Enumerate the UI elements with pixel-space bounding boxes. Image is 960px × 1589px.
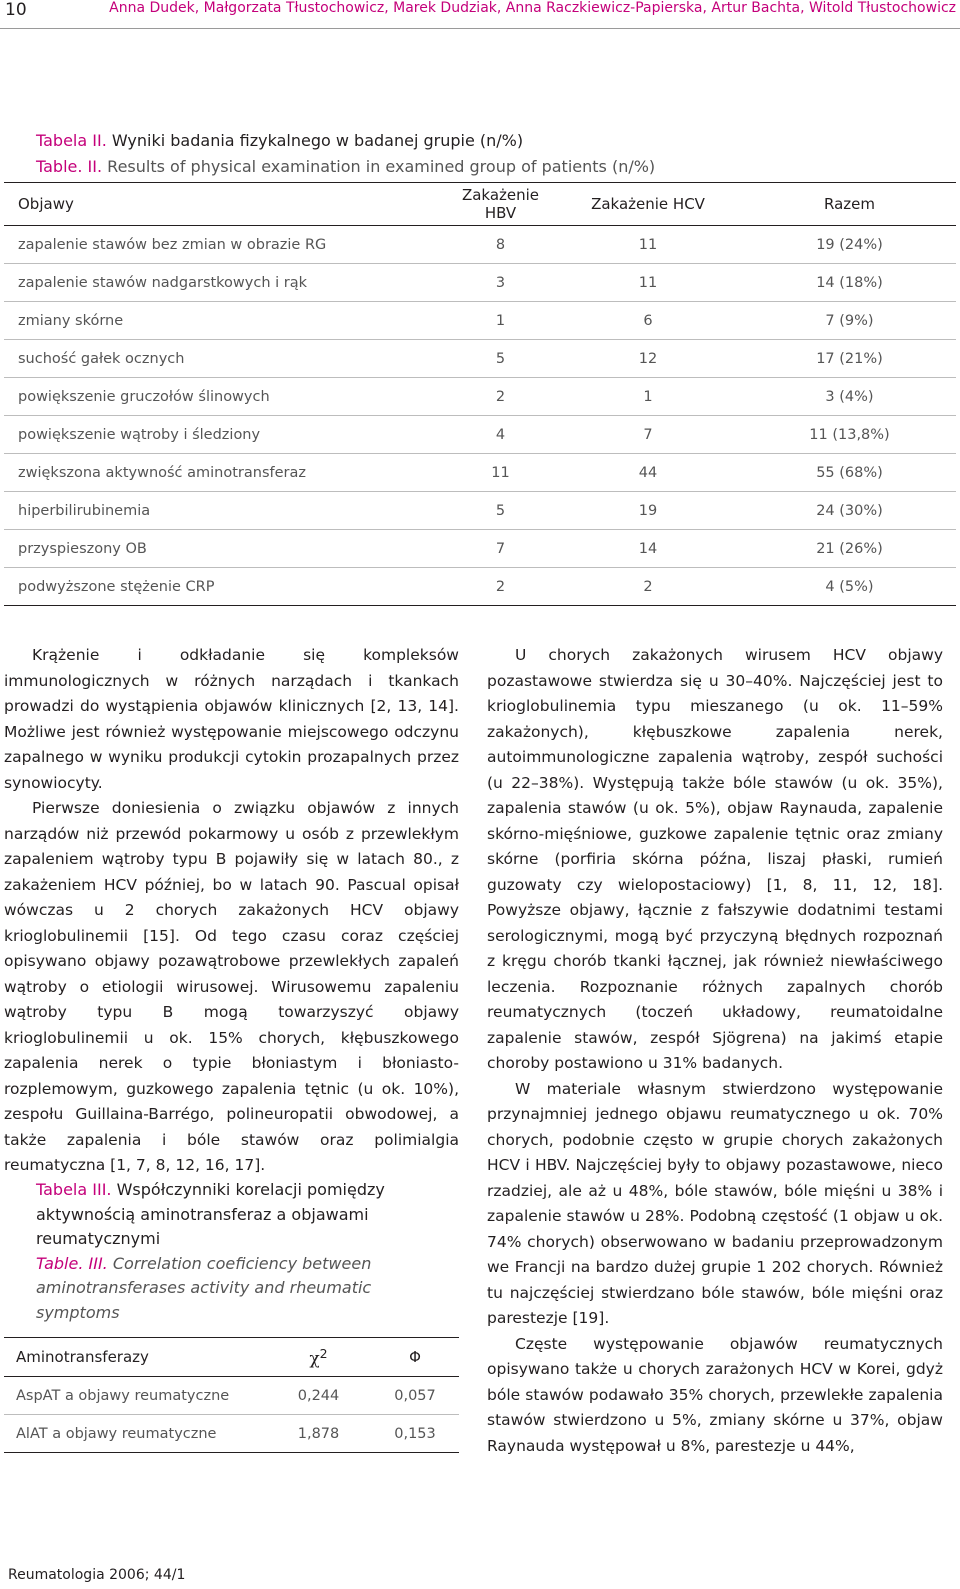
cell-pair: AlAT a objawy reumatyczne xyxy=(4,1415,266,1453)
table3-caption xyxy=(36,1178,428,1325)
cell-hcv: 1 xyxy=(553,378,743,416)
right-column-text xyxy=(487,643,943,1459)
journal-footer: Reumatologia 2006; 44/1 xyxy=(8,1567,186,1583)
cell-symptom: zmiany skórne xyxy=(4,302,448,340)
paragraph: Częste występowanie objawów reumatycznych opisywano także u chorych zarażonych HCV w Korei, gdyż bóle stawów podawało 35% chorych, przewlekłe zapalenia stawów stwierdzono u 5%, zmiany skórne u 37%, objaw Raynauda występował u 8%, parestezje u 44%, xyxy=(487,1334,943,1455)
table2-caption-en xyxy=(36,154,655,180)
cell-hbv: 2 xyxy=(448,568,553,606)
paragraph: Pierwsze doniesienia o związku objawów z innych narządów niż przewód pokarmowy u osób z przewlekłym zapaleniem wątroby typu B pojawiły się w latach 80., z zakażeniem HCV później, bo w latach 90. Pascual opisał wówczas u 2 chorych zakażonych HCV objawy krioglobulinemii [15]. Od tego czasu coraz częściej opisywano objawy pozawątrobowe przewlekłych zapaleń wątroby o etiologii wirusowej. Wirusowemu zapaleniu wątroby typu B mogą towarzyszyć objawy krioglobulinemii u ok. 15% chorych, kłębuszkowego zapalenia nerek o typie błoniastym i błoniasto-rozplemowym, guzkowego zapalenia tętnic (u ok. 10%), zespołu Guillaina-Barrégo, polineuropatii obwodowej, a także zapalenia i bóle stawów oraz polimialgia reumatyczna [1, 7, 8, 12, 16, 17]. xyxy=(4,799,459,1174)
col-header-total: Razem xyxy=(743,183,956,226)
col-header-hcv: Zakażenie HCV xyxy=(553,183,743,226)
table3-caption-pl xyxy=(36,1178,428,1252)
col-header-phi: Φ xyxy=(371,1338,459,1377)
header-divider xyxy=(0,28,960,29)
cell-hcv: 2 xyxy=(553,568,743,606)
cell-total: 4 (5%) xyxy=(743,568,956,606)
cell-total: 11 (13,8%) xyxy=(743,416,956,454)
table3-label-pl: Tabela III. xyxy=(36,1180,112,1199)
table-row xyxy=(4,1415,459,1453)
col-header-aminotransferases: Aminotransferazy xyxy=(4,1338,266,1377)
table2-title-pl: Wyniki badania fizykalnego w badanej grupie (n/%) xyxy=(106,131,524,150)
cell-hcv: 14 xyxy=(553,530,743,568)
cell-total: 17 (21%) xyxy=(743,340,956,378)
cell-hbv: 11 xyxy=(448,454,553,492)
cell-hcv: 19 xyxy=(553,492,743,530)
table-row xyxy=(4,264,956,302)
paragraph: W materiale własnym stwierdzono występowanie przynajmniej jednego objawu reumatycznego u ok. 70% chorych, podobnie często w grupie chorych zakażonych HCV i HBV. Najczęściej były to objawy pozastawowe, nieco rzadziej, ale aż u 48%, bóle stawów, bóle mięśni u 38% i zapalenie stawów u 28%. Podobną częstość (1 objaw u ok. 74% chorych) obserwowano w badaniu przeprowadzonym we Francji na bardzo dużej grupie 1 202 chorych. Również tu najczęściej stwierdzano bóle stawów, bóle mięśni oraz parestezje [19]. xyxy=(487,1079,943,1327)
table3-label-en: Table. III. xyxy=(36,1253,108,1273)
cell-symptom: zapalenie stawów bez zmian w obrazie RG xyxy=(4,226,448,264)
table-row xyxy=(4,1377,459,1415)
cell-total: 3 (4%) xyxy=(743,378,956,416)
cell-hbv: 5 xyxy=(448,492,553,530)
cell-symptom: powiększenie gruczołów ślinowych xyxy=(4,378,448,416)
col-header-hbv: Zakażenie HBV xyxy=(448,183,553,226)
cell-hbv: 7 xyxy=(448,530,553,568)
cell-symptom: zwiększona aktywność aminotransferaz xyxy=(4,454,448,492)
paragraph: U chorych zakażonych wirusem HCV objawy pozastawowe stwierdza się u 30–40%. Najczęściej jest to krioglobulinemia typu mieszanego (u ok. 11–59% zakażonych), kłębuszkowe zapalenia nerek, autoimmunologiczne zapalenia wątroby, zespół suchości (u 22–38%). Występują także bóle stawów (u ok. 35%), zapalenia stawów (u ok. 5%), objaw Raynauda, zapalenie skórno-mięśniowe, guzkowe zapalenie tętnic oraz zmiany skórne (porfiria skórna późna, liszaj płaski, rumień guzowaty czy wielopostaciowy) [1, 8, 11, 12, 18]. Powyższe objawy, łącznie z fałszywie dodatnimi testami serologicznymi, mogą być przyczyną błędnych rozpoznań z kręgu chorób tkanki łącznej, jak również niewłaściwego leczenia. Rozpoznanie różnych zapalnych chorób reumatycznych (toczeń układowy, reumatoidalne zapalenie stawów, zespół Sjögrena) na jakimś etapie choroby postawiono u 31% badanych. xyxy=(487,646,943,1072)
table-row xyxy=(4,530,956,568)
cell-symptom: hiperbilirubinemia xyxy=(4,492,448,530)
cell-hcv: 11 xyxy=(553,226,743,264)
table-row xyxy=(4,340,956,378)
left-column-text xyxy=(4,643,459,1179)
cell-hbv: 8 xyxy=(448,226,553,264)
table2-label-pl: Tabela II. xyxy=(36,131,107,150)
table2-label-en: Table. II. xyxy=(36,157,103,176)
cell-hcv: 12 xyxy=(553,340,743,378)
cell-total: 14 (18%) xyxy=(743,264,956,302)
cell-symptom: przyspieszony OB xyxy=(4,530,448,568)
table3-caption-en xyxy=(36,1252,428,1326)
cell-pair: AspAT a objawy reumatyczne xyxy=(4,1377,266,1415)
physical-exam-table xyxy=(4,182,956,606)
authors-line: Anna Dudek, Małgorzata Tłustochowicz, Marek Dudziak, Anna Raczkiewicz-Papierska, Artur Bachta, Witold Tłustochowicz xyxy=(109,0,956,16)
cell-total: 21 (26%) xyxy=(743,530,956,568)
cell-hcv: 6 xyxy=(553,302,743,340)
table2-caption xyxy=(36,128,655,180)
cell-hbv: 3 xyxy=(448,264,553,302)
table-row xyxy=(4,568,956,606)
cell-phi: 0,153 xyxy=(371,1415,459,1453)
cell-total: 19 (24%) xyxy=(743,226,956,264)
cell-hbv: 5 xyxy=(448,340,553,378)
chi-superscript: 2 xyxy=(319,1345,328,1361)
table-header-row xyxy=(4,183,956,226)
table-row xyxy=(4,454,956,492)
cell-phi: 0,057 xyxy=(371,1377,459,1415)
page-header xyxy=(0,0,960,30)
col-header-chi-square xyxy=(266,1338,371,1377)
cell-symptom: suchość gałek ocznych xyxy=(4,340,448,378)
col-header-symptoms: Objawy xyxy=(4,183,448,226)
cell-hcv: 44 xyxy=(553,454,743,492)
paragraph: Krążenie i odkładanie się kompleksów immunologicznych w różnych narządach i tkankach prowadzi do wystąpienia objawów klinicznych [2, 13, 14]. Możliwe jest również występowanie miejscowego odczynu zapalnego w wyniku produkcji cytokin prozapalnych przez synowiocyty. xyxy=(4,646,459,792)
cell-total: 7 (9%) xyxy=(743,302,956,340)
cell-total: 24 (30%) xyxy=(743,492,956,530)
cell-hcv: 11 xyxy=(553,264,743,302)
correlation-table xyxy=(4,1337,459,1453)
table-row xyxy=(4,492,956,530)
table2-title-en: Results of physical examination in examined group of patients (n/%) xyxy=(102,157,656,176)
table-header-row xyxy=(4,1338,459,1377)
cell-hbv: 4 xyxy=(448,416,553,454)
table-row xyxy=(4,302,956,340)
table3-title-pl: Współczynniki korelacji pomiędzy aktywnością aminotransferaz a objawami reumatycznymi xyxy=(36,1180,385,1248)
cell-symptom: powiększenie wątroby i śledziony xyxy=(4,416,448,454)
table2-caption-pl xyxy=(36,128,655,154)
table3-title-en: Correlation coeficiency between aminotransferases activity and rheumatic symptoms xyxy=(36,1253,372,1322)
cell-hbv: 1 xyxy=(448,302,553,340)
page-number: 10 xyxy=(5,0,27,20)
cell-chi: 0,244 xyxy=(266,1377,371,1415)
chi-symbol: χ xyxy=(309,1348,320,1369)
table-row xyxy=(4,378,956,416)
cell-total: 55 (68%) xyxy=(743,454,956,492)
cell-hbv: 2 xyxy=(448,378,553,416)
cell-hcv: 7 xyxy=(553,416,743,454)
cell-chi: 1,878 xyxy=(266,1415,371,1453)
cell-symptom: zapalenie stawów nadgarstkowych i rąk xyxy=(4,264,448,302)
cell-symptom: podwyższone stężenie CRP xyxy=(4,568,448,606)
table-row xyxy=(4,226,956,264)
table-row xyxy=(4,416,956,454)
